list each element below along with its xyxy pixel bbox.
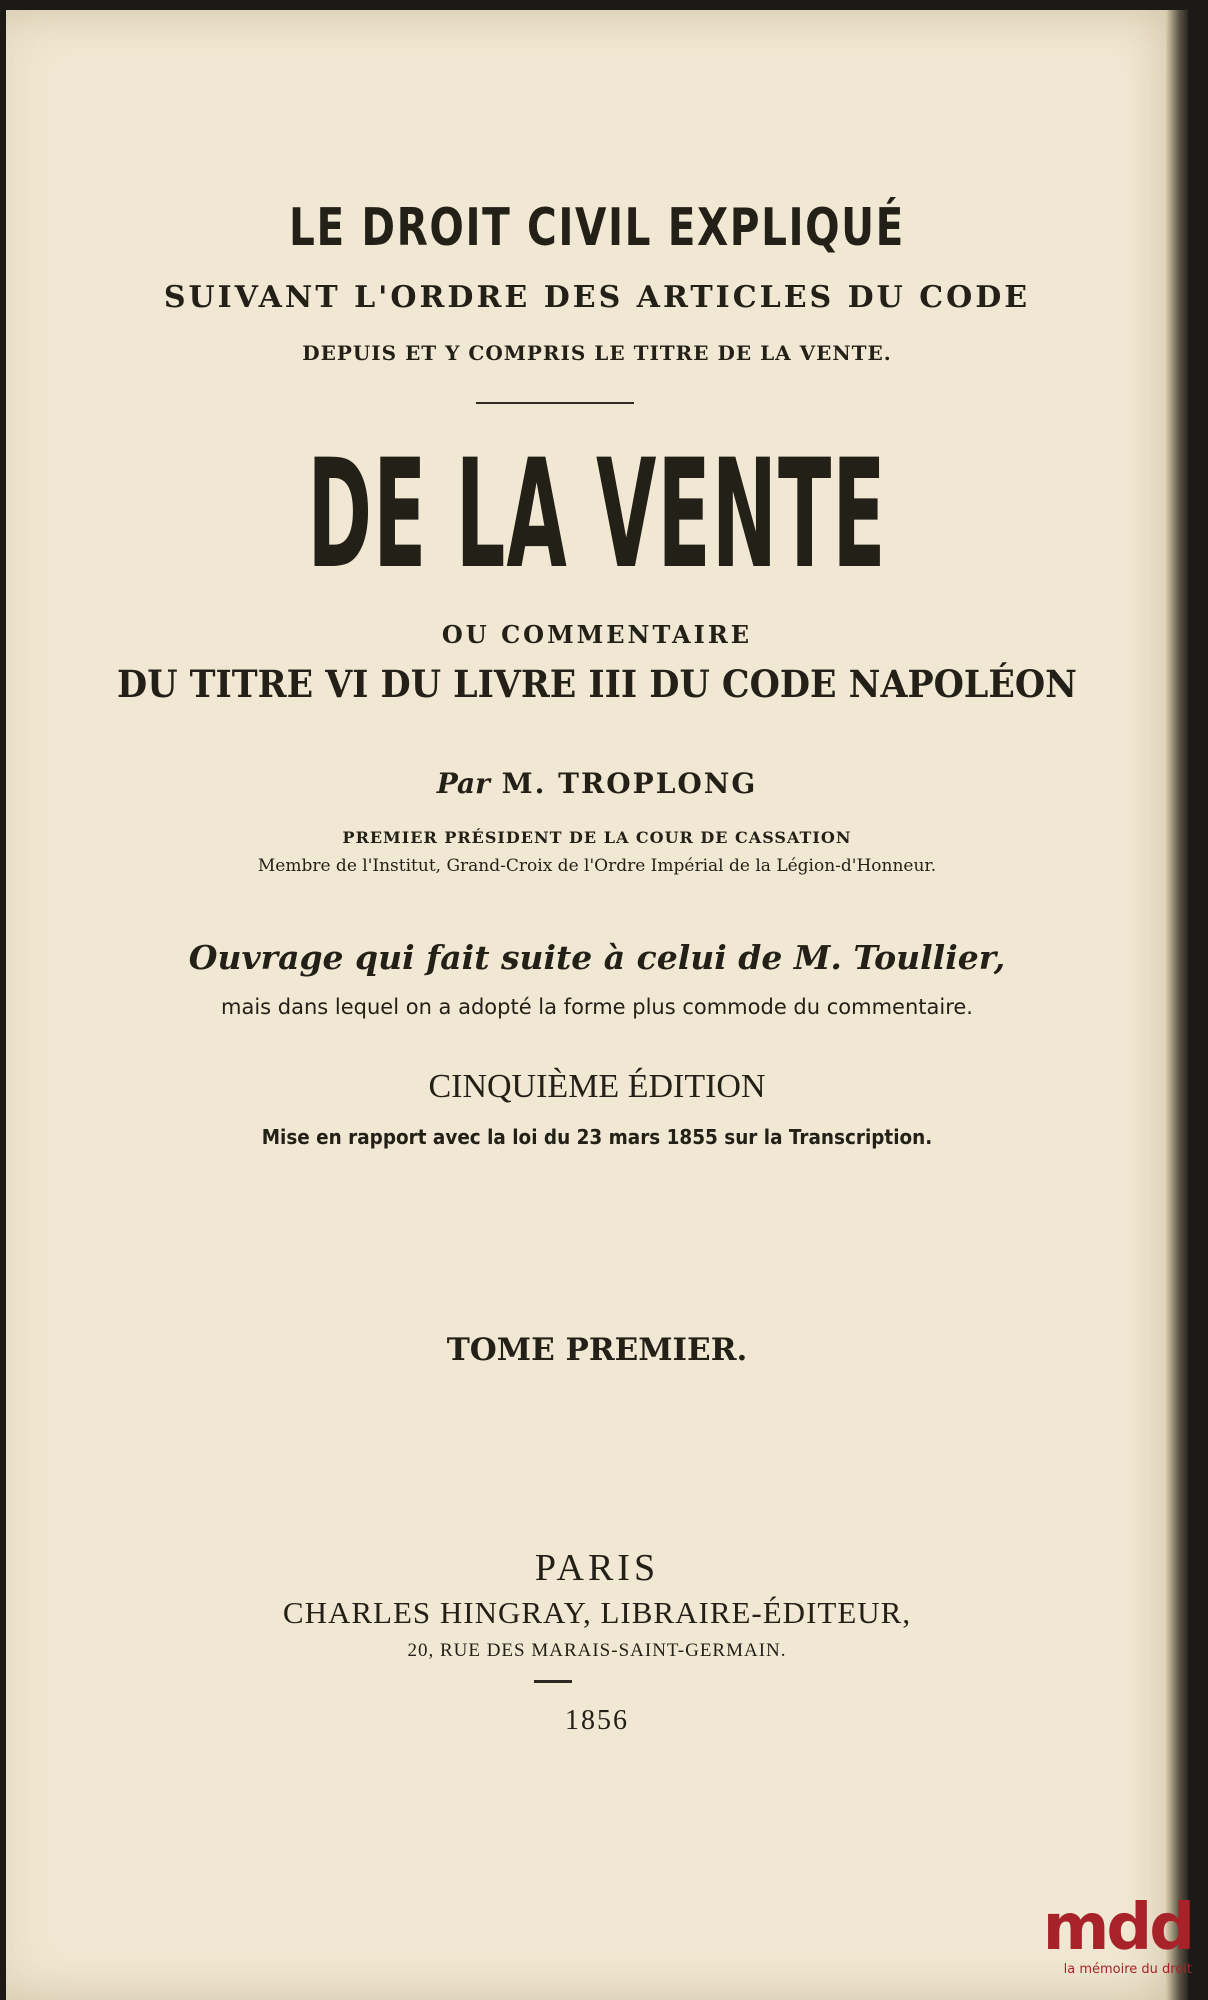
work-note-line-2: mais dans lequel on a adopté la forme plus commode du commentaire. (221, 995, 973, 1019)
subtitle-line-1: OU COMMENTAIRE (441, 620, 753, 649)
publication-year: 1856 (565, 1705, 629, 1736)
divider-rule-short (534, 1680, 572, 1683)
publisher-address: 20, RUE DES MARAIS-SAINT-GERMAIN. (407, 1640, 787, 1661)
work-note-line-1: Ouvrage qui fait suite à celui de M. Toullier, (188, 938, 1006, 977)
author-honors: Membre de l'Institut, Grand-Croix de l'Ordre Impérial de la Légion-d'Honneur. (257, 856, 937, 876)
edition-note: Mise en rapport avec la loi du 23 mars 1855 sur la Transcription. (261, 1125, 933, 1149)
author-prefix: Par (436, 767, 490, 800)
author-line (6, 767, 1188, 800)
author-name: M. TROPLONG (501, 767, 758, 800)
series-title: LE DROIT CIVIL EXPLIQUÉ (289, 198, 905, 258)
subtitle-line-2: DU TITRE VI DU LIVRE III DU CODE NAPOLÉON (117, 662, 1077, 706)
main-title: DE LA VENTE (307, 428, 887, 602)
author-position: PREMIER PRÉSIDENT DE LA COUR DE CASSATION (342, 828, 852, 847)
volume: TOME PREMIER. (446, 1332, 748, 1368)
publisher: CHARLES HINGRAY, LIBRAIRE-ÉDITEUR, (282, 1595, 912, 1630)
edition: CINQUIÈME ÉDITION (428, 1068, 766, 1105)
logo-caption: la mémoire du droit (1063, 1962, 1192, 1977)
logo-mark: mdd (1042, 1891, 1192, 1965)
watermark-logo (1042, 1891, 1192, 1977)
series-scope: DEPUIS ET Y COMPRIS LE TITRE DE LA VENTE. (302, 341, 892, 365)
divider-rule (476, 402, 634, 404)
book-page (6, 10, 1188, 2000)
publication-city: PARIS (534, 1547, 660, 1589)
series-subtitle: SUIVANT L'ORDRE DES ARTICLES DU CODE (163, 280, 1031, 315)
